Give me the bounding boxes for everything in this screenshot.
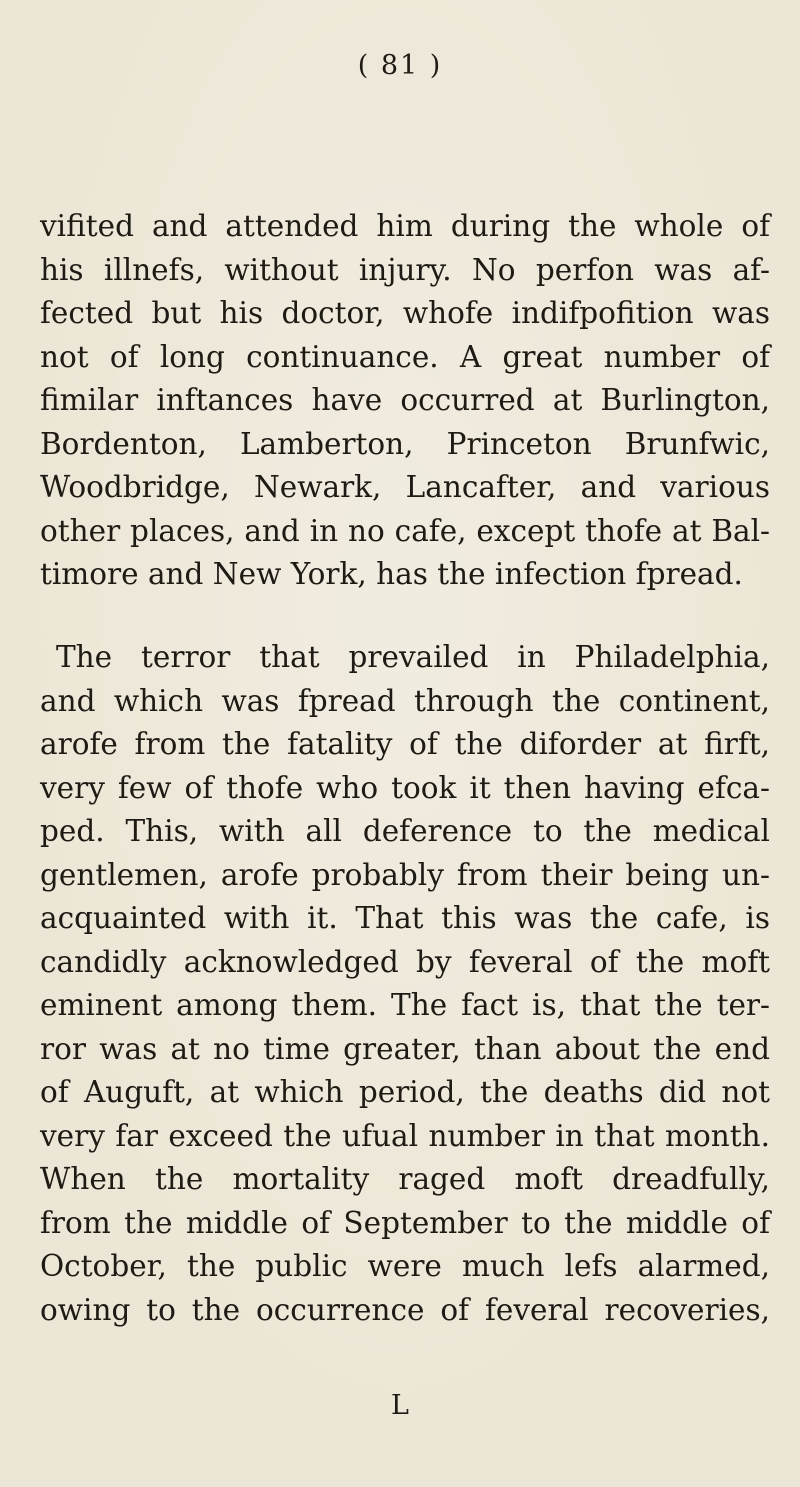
text-line: October, the public were much lefs alarmed, [40, 1249, 770, 1283]
paragraph-2 [40, 636, 770, 1332]
signature-mark: L [391, 1390, 409, 1421]
text-line: fected but his doctor, whofe indifpofition was [40, 296, 770, 330]
text-line: The terror that prevailed in Philadelphia, [56, 640, 770, 674]
text-line: Woodbridge, Newark, Lancafter, and various [40, 470, 770, 504]
text-line: gentlemen, arofe probably from their being un- [40, 857, 770, 892]
text-line: timore and New York, has the infection fpread. [40, 557, 743, 591]
text-line: ror was at no time greater, than about the end [40, 1031, 770, 1066]
text-line: owing to the occurrence of feveral recoveries, [40, 1292, 770, 1327]
text-line: from the middle of September to the middle of [40, 1205, 770, 1240]
text-line: not of long continuance. A great number of [40, 339, 770, 374]
text-line: Bordenton, Lamberton, Princeton Brunfwic, [40, 426, 770, 461]
paragraph-1 [40, 205, 770, 597]
text-line: candidly acknowledged by feveral of the moft [40, 944, 770, 979]
text-line: When the mortality raged moft dreadfully, [40, 1162, 770, 1196]
text-line: very few of thofe who took it then having efca- [40, 770, 770, 805]
text-line: very far exceed the ufual number in that month. [40, 1118, 770, 1153]
text-line: other places, and in no cafe, except thofe at Bal- [40, 513, 770, 548]
text-line: his illnefs, without injury. No perfon was af- [40, 252, 770, 287]
text-line: eminent among them. The fact is, that the ter- [40, 988, 770, 1022]
text-line: and which was fpread through the continent, [40, 683, 770, 718]
text-line: vifited and attended him during the whole of [40, 209, 770, 243]
text-line: arofe from the fatality of the diforder at firft, [40, 727, 770, 761]
text-line: fimilar inftances have occurred at Burlington, [40, 383, 770, 417]
page-number-header: ( 81 ) [357, 50, 443, 81]
text-line: acquainted with it. That this was the cafe, is [40, 901, 770, 935]
text-line: ped. This, with all deference to the medical [40, 814, 770, 848]
text-line: of Auguft, at which period, the deaths did not [40, 1075, 770, 1109]
